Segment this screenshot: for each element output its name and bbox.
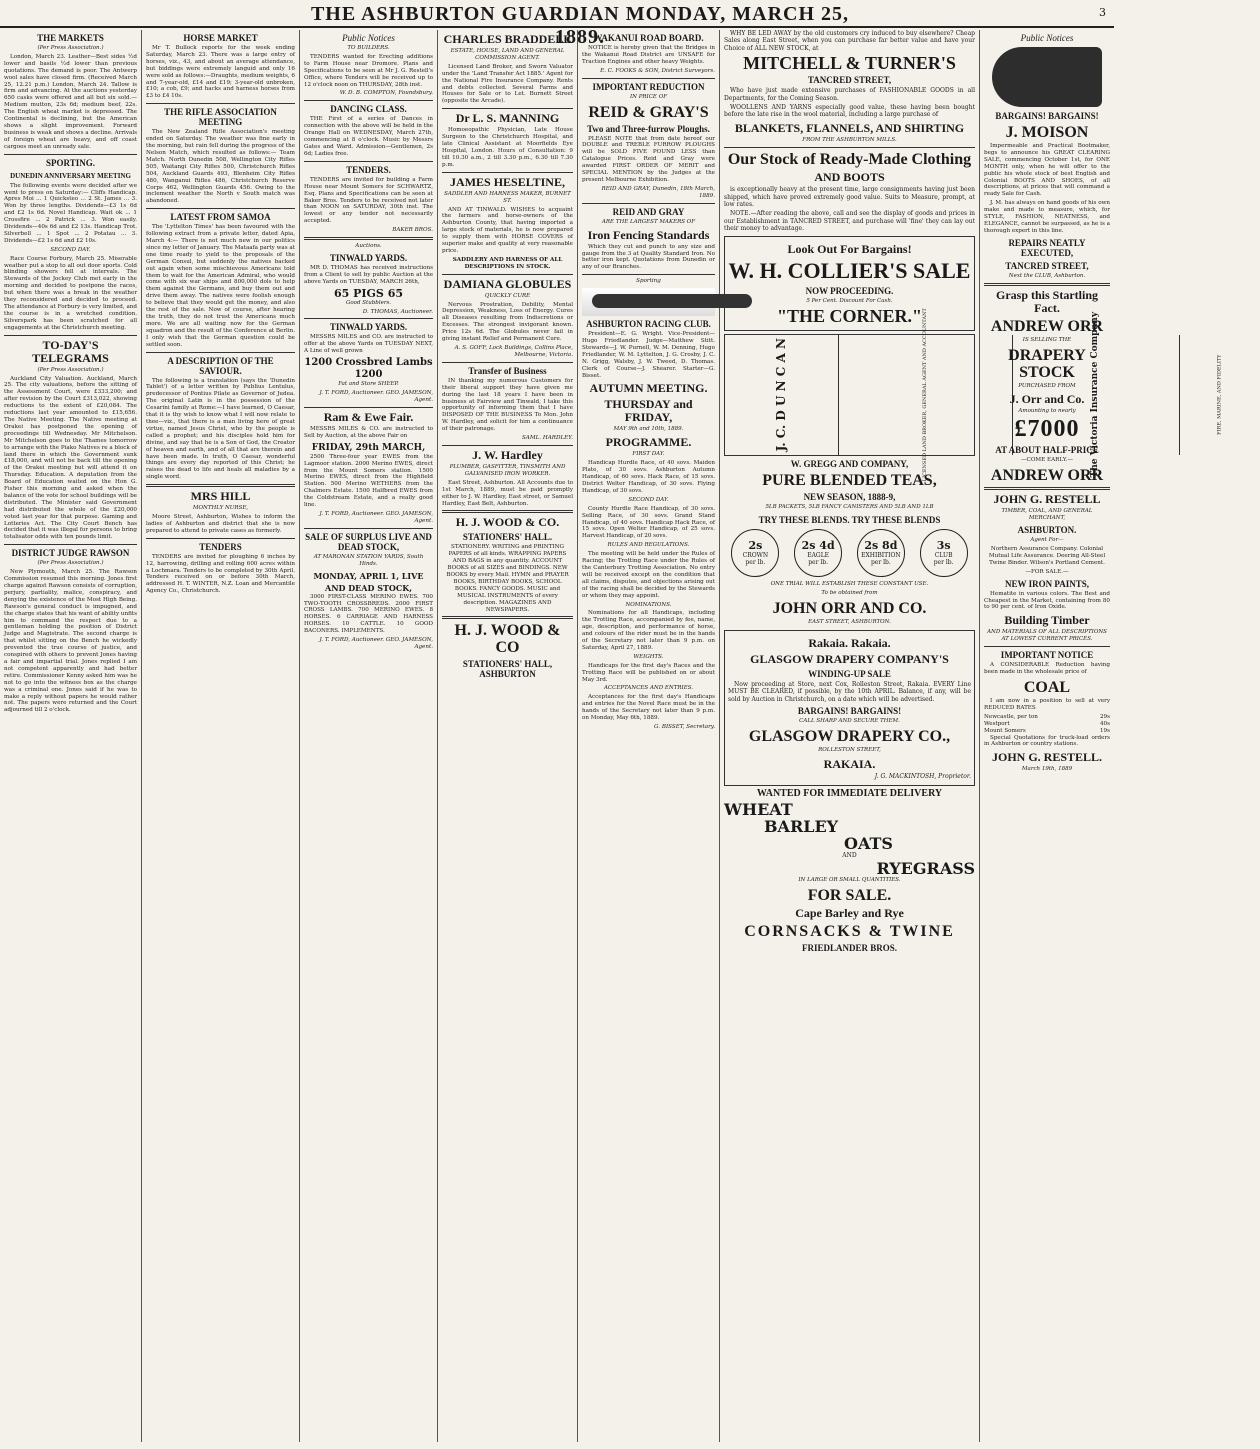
acceptances-signature: G. BISSET, Secretary. [654,724,715,730]
mt-intro: WHY BE LED AWAY by the old customers cry induced to buy elsewhere? Cheap Sales along East Street, when you can purchase far better value and have your Choice of ALL NEW STOCK, at [724,30,975,52]
column-4 [438,30,578,1442]
racing-heading: ASHBURTON RACING CLUB. [586,319,711,330]
gregg-packets: 5LB PACKETS, 5LB FANCY CANISTERS AND 5LB AND 1LB [765,504,934,511]
tinwald2-body: MESSRS MILES and CO. are instructed to offer at the above Yards on TUESDAY NEXT, A Line of well grown [304,334,433,355]
jcd-rotated: J. C. D U N C A N [773,338,788,452]
blankets-heading: BLANKETS, FLANNELS, AND SHIRTING [734,120,965,135]
heseltine-sub: SADDLER AND HARNESS MAKER, BURNET ST. [444,190,571,204]
dunedin-body: The following events were decided after we went to press on Saturday:— Cliffs Handicap. Apres Moi ... 1 Quicksteo ... 2 St. James ... 3. Won by three lengths. Dividends—£3 1s 6d and £2 1s 6d. Novel Handicap. Wait ok ... 1 Crossfire ... 2 Patrick ... 3. Won easily. Dividends—40s 6d and £2 13s. Handicap Trot. Silverbell ... 1 Spot ... 2 Potatau ... 3. Dividends—£2 1s 6d and £2 10s. [4,182,137,244]
ram-body: MESSRS MILES & CO. are instructed to Sell by Auction, at the above Fair on [304,425,433,439]
judge-heading: DISTRICT JUDGE RAWSON [11,548,130,559]
heseltine-heading: JAMES HESELTINE, [450,174,565,189]
dunedin-heading: DUNEDIN ANNIVERSARY MEETING [10,171,131,180]
heseltine-foot: SADDLERY AND HARNESS OF ALL DESCRIPTIONS IN STOCK. [452,256,563,270]
iron-sub: ARE THE LARGEST MAKERS OF [601,218,696,225]
damiana-heading: DAMIANA GLOBULES [443,276,572,291]
manning-heading: Dr L. S. MANNING [455,111,560,126]
surplus-sub: AT MARONAN STATION YARDS, South Hinds. [313,553,424,567]
masthead-title: THE ASHBURTON GUARDIAN MONDAY, MARCH 25, 1889. [310,3,850,48]
restell-town: ASHBURTON. [1017,525,1077,536]
glasgow-call: CALL SHARP AND SECURE THEM. [799,717,900,724]
judge-body: New Plymouth, March 25. The Rawson Commission resumed this morning. Jones first charge against Rawson consists of corruption, perjury, partiality, malice, conspiracy, and denying the existence of the Most High Being. Rawson's general conduct is impugned, and the charge states that his want of ability unfits him to command the respect due to a gentleman holding the position of District Judge and Magistrate. The second charge is that whilst sitting on the Bench he wickedly prevented the true course of justice, and conspired with others to prevent Jones having a fair and impartial trial. Jones replied I am not competent apparently and had better retire. Commissioner Kenny asked him was he not to go into the witness box as the charge was a criminal one. Jones said if he was to make a reply without papers he would rather not. The papers were returned and the Court adjourned till 2 o'clock. [4,569,137,714]
saviour-body: The following is a translation (says the 'Dunedin Tablet') of a letter written by Publius Lentulus, predecessor of Pontius Pilate as Governor of Judea. The original Latin is in the possession of the Cesarini family at Rome:—I have learned, O Caesar, that it is thy wish to know what I will now relate to thee—viz., that there is a man living here of great virtue, named Jesus Christ, who by the people is called a prophet; and his disciples hold him for divine, and say that he is a Son of God, the Creator of heaven and earth, and of all that are therein and have been made. In truth, O Caesar, wonderful things are every day reported of this Christ; he raises the dead to life and heals all maladies by a single word. [146,377,295,481]
dancing-body: THE First of a series of Dances in connection with the above will be held in the Orange Hall on WEDNESDAY, March 27th, commencing at 8 o'clock. Music by Messrs Gates and Ward. Admission—Gentlemen, 2s 6d; Ladies free. [304,116,433,157]
glasgow-sub: WINDING-UP SALE [808,668,891,679]
tea-badge: 2s 8d EXHIBITION per lb. [857,529,905,577]
forsale-heading: FOR SALE. [807,886,892,904]
reduction-sub: IN PRICE OF [629,93,668,100]
restell-signature: JOHN G. RESTELL. [991,750,1103,765]
transfer-signature: SAML. HARDLEY. [521,435,573,442]
reid-sub: Two and Three-furrow Ploughs. [587,123,710,134]
transfer-body: IN thanking my numerous Customers for their liberal support they have given me during the last 18 years I have been in business at Fairview and Tinwald, I take this opportunity of informing them that I have DISPOSED OF THE BUSINESS To Mon. John W. Hardley, and solicit for him a continuance of their patronage. [442,377,573,433]
programme-heading: PROGRAMME. [605,435,692,450]
wood-foot-sub: STATIONERS' HALL, ASHBURTON [462,659,553,680]
mt-body: Who have just made extensive purchases of FASHIONABLE GOODS in all Departments, for the Coming Season. [724,87,975,102]
collier-sub: NOW PROCEEDING. [805,285,894,296]
friedlander-line: FRIEDLANDER BROS. [801,942,897,953]
dancing-heading: DANCING CLASS. [330,104,407,115]
saviour-heading: A DESCRIPTION OF THE SAVIOUR. [167,355,274,376]
programme-day1: FIRST DAY. [632,451,665,458]
nominations-heading: NOMINATIONS. [625,601,672,608]
tinwald1-heading: TINWALD YARDS. [329,252,408,263]
collier-look: Look Out For Bargains! [787,241,912,256]
mt-heading: MITCHELL & TURNER'S [743,53,956,74]
damiana-body: Nervous Prostration, Debility, Mental Depression, Weakness, Loss of Energy. Cures all Diseases resulting from Indiscretions or Excesses. The strongest invigorant known. Price 12s 6d. The Globules never fail in giving instant Relief and Permanent Cure. [442,301,573,343]
judge-source: (Per Press Association.) [37,560,104,567]
rifle-body: The New Zealand Rifle Association's meeting ended on Saturday. The weather was fine early in the morning, but rain fell during the progress of the Nelson Match, which resulted as follows:— Team Match. North Dunedin 508, Wellington City Rifles 505, Waitangi City Rifles 500, Christchurch Rifles 504, Auckland Guards 493, Blenheim City Rifles 480, Wanganui Rifles 486, Christchurch Reserve Corps 462, Wellington Guards 456. Owing to the inclement weather the North v South match was abandoned. [146,129,295,205]
purchased-line: PURCHASED FROM [1018,382,1076,389]
weights-body: Handicaps for the first day's Races and the Trotting Race will be published on or about May 3rd. [582,662,715,683]
reid-heading: REID & GRAY'S [588,103,709,121]
page-number: 3 [1099,6,1106,19]
tinwald1-body: MR D. THOMAS has received instructions from a Client to sell by public Auction at the above Yards on TUESDAY, MARCH 26th, [304,264,433,285]
victoria-rotated: The Victoria Insurance Company [1090,312,1101,478]
tea-badge: 2s 4d EAGLE per lb. [794,529,842,577]
column-1 [0,30,142,1442]
acceptances-body: Acceptances for the first day's Handicaps and entries for the Novel Race must be in the hands of the Secretary not later than 9 p.m. on Monday, May 6th, 1889. [582,694,715,722]
rules-body: The meeting will be held under the Rules of Racing; the Trotting Race under the Rules of the Canterbury Trotting Association. No entry will be received except on the condition that all claims, disputes, and objections arising out of the racing shall be decided by the Stewards or whom they may appoint. [582,551,715,599]
autumn-dates-sub: MAY 9th and 10th, 1889. [613,426,684,433]
nurse-heading: MRS HILL [190,489,251,504]
clothing-heading: Our Stock of Ready-Made Clothing [727,151,972,169]
surplus-heading: SALE OF SURPLUS LIVE AND DEAD STOCK, [305,531,432,552]
grasp-heading: Grasp this Startling Fact. [995,287,1098,315]
restell-date: March 19th, 1889 [1021,766,1073,773]
reid-body: PLEASE NOTE that from date hereof our DOUBLE and TREBLE FURROW PLOUGHS will be SOLD FIVE POUND LESS than Catalogue Prices. Reid and Gray were awarded FIRST ORDER OF MERIT and SPECIAL MENTION by the Judges at the present Melbourne Exhibition. [582,135,715,183]
ram-date: FRIDAY, 29th MARCH, [311,442,426,453]
bargains-heading: BARGAINS! BARGAINS! [995,111,1099,121]
tea-badge: 2s CROWN per lb. [731,529,779,577]
agent-label: Agent For— [1030,537,1064,544]
notices-heading: Public Notices [342,33,395,43]
glasgow-street: ROLLESTON STREET, [818,747,881,754]
surplus-list: 3000 FIRST-CLASS MERINO EWES. 700 TWO-TOOTH CROSSBREDS. 2000 FIRST CROSS LAMBS. 700 MERINO EWES. 8 HORSES. 6 CARRIAGE AND HARNESS HORSES. 10 CATTLE. 10 GOOD BACONERS. IMPLEMENTS. [304,593,433,635]
selling-line: IS SELLING THE [1022,336,1072,343]
tenders1-signature: W. D. B. COMPTON, Foundsbury. [339,90,433,97]
tea-badges [724,529,975,577]
hardley-sub: PLUMBER, GASFITTER, TINSMITH AND GALVANISED IRON WORKER. [449,463,566,477]
drapery-heading: DRAPERY STOCK [1008,346,1086,381]
second-day-body: Race Course Forbury, March 25. Miserable weather put a stop to all out door sports. Cold blinding showers fell at intervals. The Stewards of the Jockey Club met early in the morning and decided to postpone the races, but when there was a break in the weather they reconsidered and decided to proceed. The attendance at Forbury is very limited, and the course is in a wretched condition. Silverspark has been scratched for all engagements at the Christchurch meeting. [4,255,137,331]
column-3 [300,30,438,1442]
iron-heading: REID AND GRAY [612,206,685,217]
horse-heading: HORSE MARKET [183,33,258,43]
coal-price-row: Westport 40s [984,720,1110,727]
nurse-body: Moore Street, Ashburton, Wishes to inform the ladies of Ashburton and district that she is now prepared to attend to private cases as formerly. [146,514,295,534]
surplus-signature: J. T. FORD, Auctioneer. GEO. JAMESON, Agent. [319,637,433,650]
tenders2-signature: BAKER BROS. [392,227,433,234]
braddell-sub: ESTATE, HOUSE, LAND AND GENERAL COMMISSION AGENT. [450,48,565,61]
reid-signature: REID AND GRAY, Dunedin, 18th March, 1889. [601,185,715,199]
amounting-line: Amounting to nearly [1018,407,1076,414]
tenders-body: TENDERS are invited for ploughing 6 inches by 12, harrowing, drilling and rolling 600 acres within a Lochmara. Tenders to be completed by 30th April. Tenders received on or before 30th March, addressed H. T. WINTER, N.Z. Loan and Mercantile Agency Co., Christchurch. [146,553,295,595]
collier-corner: "THE CORNER." [776,306,922,327]
braddell-heading: CHARLES BRADDELL [443,32,572,46]
orr-sub: EAST STREET, ASHBURTON. [808,619,891,626]
clothing-note: NOTE.—After reading the above, call and see the display of goods and prices in our Establishment in TANCRED STREET, and purchase will 'fine' they can lay out their money to advantage. [724,210,975,233]
half-price-line: AT ABOUT HALF-PRICE [995,445,1099,456]
barley-line: BARLEY [764,817,839,837]
ram-list: 2500 Three-four year EWES from the Lagmoor station. 2000 Merino EWES, direct from the Mount Somers station. 1500 Merino EWES, direct from the Highfield Station. 500 Merino WETHERS from the Chalmers Estate. 1500 Halfbred EWES from the Coldstream Estate, and a really good line. [304,453,433,509]
reduction-heading: IMPORTANT REDUCTION [592,81,705,92]
notice-heading: IMPORTANT NOTICE [1000,650,1094,661]
hardley-heading: J. W. Hardley [472,447,543,462]
telegrams-heading: TO-DAY'S TELEGRAMS [32,337,109,365]
gregg-try: TRY THESE BLENDS. TRY THESE BLENDS [758,514,941,525]
tancred-line: TANCRED STREET, [1005,260,1089,271]
wanted-heading: WANTED FOR IMMEDIATE DELIVERY [756,788,943,800]
andrew-orr-2: ANDREW ORR [990,467,1104,485]
orr-heading: JOHN ORR AND CO. [772,600,927,618]
moison-body: Impermeable and Practical Bootmaker, begs to announce his GREAT CLEARING SALE, commencing October 1st, for ONE MONTH only, when he will offer to the public his whole stock of best English and Colonial BOOTS AND SHOES, of all descriptions, at prices that will command a ready Sale for Cash. [984,143,1110,198]
wood-foot: H. J. WOOD & CO [454,622,561,657]
paints-heading: NEW IRON PAINTS, [1005,578,1089,589]
racehorse-illustration [582,288,715,316]
tea-badge: 3s CLUB per lb. [920,529,968,577]
boot-icon [992,47,1102,107]
quantities-line: IN LARGE OR SMALL QUANTITIES. [798,876,901,883]
transfer-heading: Transfer of Business [468,365,547,376]
sporting-heading: SPORTING. [46,157,95,168]
weights-heading: WEIGHTS. [633,653,664,660]
tenders2-body: TENDERS are invited for building a Farm House near Mount Somers for SCHWARTZ, Esq. Plans and Specifications can be seen at Baker Bros. Tenders to be received not later than NOON on SATURDAY, 30th inst. The lowest or any tender not necessarily accepted. [304,176,433,225]
glasgow-body: Now proceeding at Store, next Cox, Rolleston Street, Rakaia. EVERY Line MUST BE CLEARED, if possible, by the 10th APRIL. Balance, if any, will be sold by Auction in Christchurch, on a date which will be advertised. [728,680,971,703]
glasgow-signature: J. G. MACKINTOSH, Proprietor. [874,772,971,780]
damiana-signature: A. S. GOFF, Lock Buildings, Collins Place, Melbourne, Victoria. [454,345,573,358]
wood-sub: STATIONERS' HALL. [462,532,553,543]
timber-heading: Building Timber [1004,613,1090,628]
markets-source: (Per Press Association.) [37,45,104,51]
tinwald2-signature: J. T. FORD, Auctioneer. GEO. JAMESON, Agent. [319,390,433,403]
oats-line: OATS [844,834,893,854]
ram-heading: Ram & Ewe Fair. [323,409,414,424]
gregg-sub: NEW SEASON, 1888-9, [803,492,896,503]
lambs-line: 1200 Crossbred Lambs 1200 [304,357,433,381]
gregg-heading: W. GREGG AND COMPANY, [790,459,909,470]
mills-sub: FROM THE ASHBURTON MILLS. [802,136,897,143]
glasgow-name: GLASGOW DRAPERY CO., [748,728,951,746]
victoria-rotated-sub: FIRE, MARINE, AND FIDELITY [1216,354,1223,436]
glasgow-town: RAKAIA. [823,756,876,771]
come-early-line: —COME EARLY.— [1020,457,1074,464]
collier-ad [724,236,975,331]
column-5 [578,30,720,1442]
agent-list: Northern Assurance Company. Colonial Mutual Life Assurance. Deering All-Steel Twine Binder. Wilson's Portland Cement. [988,546,1106,566]
tinwald1-signature: D. THOMAS, Auctioneer. [362,308,433,315]
woollens-body: WOOLLENS AND YARNS especially good value, these having been bought before the late rise in the wool material, including a large purchase of [724,104,975,119]
lambs-sub: Fat and Store SHEEP. [338,381,399,388]
forsale-label: —FOR SALE.— [1025,568,1069,575]
heseltine-body: AND AT TINWALD. WISHES to acquaint the farmers and horse-owners of the Ashburton County, that having imported a large stock of materials, he is now prepared to supply them with HORSE COVERS of superior make and quality at very reasonable price. [442,206,573,254]
autumn-heading: AUTUMN MEETING. [589,381,708,396]
acceptances-heading: ACCEPTANCES AND ENTRIES. [603,685,694,692]
jcd-rotated-sub: LICENSED LAND BROKER, GENERAL AGENT AND ACCOUNTANT [922,308,929,482]
samoa-heading: LATEST FROM SAMOA [170,212,271,223]
manning-body: Homoeopathic Physician, Late House Surgeon to the Christchurch Hospital, and late Clinical Assistant at Moorfields Eye Hospital, London. Hours of Consultation: 9 till 10.30 a.m., 2 till 3.30 p.m., 6.30 till 7.30 p.m. [442,127,573,168]
column-7 [980,30,1114,1442]
gregg-obtained: To be obtained from [821,589,878,596]
collier-discount: 5 Per Cent. Discount For Cash. [806,297,893,304]
gregg-title: PURE BLENDED TEAS, [762,472,937,490]
hardley-body: East Street, Ashburton. All Accounts due to 1st March, 1889, must be paid promptly either to J. W. Hardley, East street, or Samuel Hardley, East Belt, Ashburton. [442,479,573,507]
wood-heading: H. J. WOOD & CO. [455,515,560,530]
coal-price-list [984,714,1110,735]
horse-body: Mr T. Bullock reports for the week ending Saturday, March 23. There was a large entry of horses, viz., 43, and about an average attendance, but biddings were extremely languid and only 16 were sold as follows:—Draughts, medium weights, 6 and 7-year-old, £14 and £19; 3-year-old unbroken, £10; a cob, £9; and hacks and harness horses from £3 to £4 10s. [146,45,295,100]
wood-list: STATIONERY. WRITING and PRINTING PAPERS of all kinds. WRAPPING PAPERS AND BAGS in any quantity. ACCOUNT BOOKS of all SIZES and BINDINGS. NEW BOOKS by every Mail. HYMN and PRAYER BOOKS, BIRTHDAY BOOKS, SCHOOL BOOKS. FANCY GOODS. MUSIC and MUSICAL INSTRUMENTS of every description. MAGAZINES AND NEWSPAPERS. [446,544,569,613]
ram-signature: J. T. FORD, Auctioneer. GEO. JAMESON, Agent. [319,510,433,524]
paints-body: Hematite in various colors. The Best and Cheapest in the Market, containing from 80 to 90 per cent. of Iron Oxide. [984,590,1110,611]
surplus-date: MONDAY, APRIL 1, LIVE AND DEAD STOCK, [313,570,424,593]
tenders1-body: TENDERS wanted for Erecting additions to Farm House near Dromore. Plans and Specifications to be seen at Mr J. G. Restell's Office, where Tenders will be received up to 12 o'clock noon on THURSDAY, 28th inst. [304,53,433,88]
moison-note: J. M. has always on hand goods of his own make and made to measure, which, for STYLE, FASHION, NEATNESS, and ELEGANCE, cannot be surpassed, as he is a thorough expert in this line. [984,200,1110,234]
tenders2-heading: TENDERS. [346,164,391,175]
tenders-heading: TENDERS [199,541,242,552]
clothing-body: is exceptionally heavy at the present time, large consignments having just been shipped, which have proved extremely good value. Suits to Measure, prompt, at low rates. [724,186,975,209]
repairs-line: REPAIRS NEATLY EXECUTED, [1008,237,1086,258]
second-day-heading: SECOND DAY. [50,246,91,253]
telegrams-body: Auckland City Valuation. Auckland, March 25. The city valuations, before the sitting of the Assessment Court, were £333,200; and after revision by the Court £313,022, showing reductions to the extent of £20,084. The reductions last year amounted to £15,656. The Native Meeting. The Native meeting at Orakei has postponed the opening of proceedings till Wednesday. Mr Mitchelson. Mr Mitchelson goes to the Thames tomorrow to arrange with the Piako Natives re a block of land there in which the Government sunk £18,000, and will not be back till the opening of the Orakei meeting but will attend it on Thursday. Education. A deputation from the Board of Education waited on the Hon G. Fisher this morning and asked when the balance of the vote for school buildings will be distributed. The Minister said Government had distributed the whole of the £20,000 voted last year for that purpose. Gaming and Lotteries Act. The City Court Bench has decided that it was illegal for persons to bring totalisator odds with ten pounds limit. [4,375,137,541]
mt-sub: TANCRED STREET, [807,75,892,86]
autumn-dates: THURSDAY and FRIDAY, [604,397,693,425]
braddell-body: Licensed Land Broker, and Sworn Valuator under the 'Land Transfer Act 1885.' Agent for the National Fire Insurance Company. Rents and debts collected. Several Farms and Houses for Sale or to Let. Burnett Street (opposite the Arcade). [442,63,573,105]
coal-price-row: Newcastle, per ton 29s [984,713,1110,720]
markets-body: London, March 23. Leather—Best sides ½d lower and basils ½d lower than previous quotations. The demand is poor. The Antwerp wool sales have closed firm. (Received March 25, 12.21 p.m.) London, March 24. Tallow is firm and advancing. At the auctions yesterday 650 casks were offered and all but six sold.—Medium mutton, 23s 6d; medium beef, 22s. The English wheat market is depressed. The Continental is declining, but the American shows a slight improvement. Forward business is weak and shows a decline. Arrivals of foreign wheat are heavy, and off coast cargoes meet an unready sale. [4,53,137,150]
iron-title: Iron Fencing Standards [587,227,710,242]
cornsacks-line: CORNSACKS & TWINE [744,922,955,940]
tinwald2-heading: TINWALD YARDS. [329,322,408,333]
collier-heading: W. H. COLLIER'S SALE [728,257,971,283]
racing-body: President—E. G. Wright. Vice-President—Hugo Friedlander. Judge—Matthew Stitt. Stewards—J. W. Purnell, W. M. Denning, Hugo Friedlander, W. M. Lyttelton, J. G. Crosby, J. C. N. Grigg, Walsby, J. W. Tweed, D. Thomas. Clerk of Course—J. Shearer. Starter—G. Bisset. [582,331,715,379]
andrew-orr-1: ANDREW ORR [990,317,1104,335]
quotations-line: Special Quotations for truck-load orders in Ashburton or country stations. [984,734,1110,748]
cape-line: Cape Barley and Rye [795,905,904,920]
pigs-sub: Good Stubblers. [345,299,392,306]
materials-line: AND MATERIALS OF ALL DESCRIPTIONS AT LOWEST CURRENT PRICES. [987,629,1107,643]
damiana-sub: QUICKLY CURE [484,292,531,299]
next-club: Next the CLUB, Ashburton. [1008,272,1086,279]
programme-body1: Handicap Hurdle Race, of 40 sovs. Maiden Plate, of 30 sovs. Ashburton Autumn Handicap, of 60 sovs. Hack Race, of 15 sovs. District Welter Handicap, of 30 sovs. Flying Handicap, of 30 sovs. [582,460,715,494]
telegrams-source: (Per Press Association.) [37,366,104,373]
nurse-sub: MONTHLY NURSE, [192,505,249,512]
programme-body2: County Hurdle Race Handicap, of 30 sovs. Selling Race, of 30 sovs. Grand Stand Handicap, of 40 sovs. Handicap Hack Race, of 15 sovs. Open Welter Handicap, of 25 sovs. Harvest Handicap, of 20 sovs. [582,505,715,540]
rakaia-heading: Rakaia. Rakaia. [808,635,891,650]
coal-heading: COAL [1023,679,1071,696]
restell-sub: TIMBER, COAL, AND GENERAL MERCHANT, [1001,508,1093,522]
wheat-line: WHEAT [724,800,793,820]
ryegrass-line: RYEGRASS [876,858,975,878]
tenders1-heading: TO BUILDERS. [347,45,390,51]
sporting-label: Sporting [636,278,661,285]
wakanui-signature: E. C. FOOKS & SON, District Surveyors. [600,67,715,74]
and-line: AND [842,852,857,860]
programme-day2: SECOND DAY. [628,496,669,503]
clothing-sub: AND BOOTS [814,170,885,185]
rules-heading: RULES AND REGULATIONS. [607,542,690,549]
wakanui-body: NOTICE is hereby given that the Bridges in the Wakanui Road District are UNSAFE for Traction Engines and other heavy Weights. [582,45,715,65]
restell-heading: JOHN G. RESTELL [993,492,1101,507]
wakanui-heading: WAKANUI ROAD BOARD. [593,33,704,43]
gregg-trial: ONE TRIAL WILL ESTABLISH THESE CONSTANT USE. [770,580,929,587]
amount-line: £7000 [1014,416,1080,443]
pigs-line: 65 PIGS 65 [333,286,404,300]
column-2 [142,30,300,1442]
iron-body: Which they cut and punch to any size and gauge from the 3 at Quality Standard Iron. No better iron kept. Quotations from Dunedin or any of our Branches. [582,243,715,271]
markets-heading: THE MARKETS [37,33,104,43]
coal-body: I am now in a position to sell at very REDUCED RATES [984,698,1110,711]
jorr-line: J. Orr and Co. [1009,391,1085,406]
coal-intro: A CONSIDERABLE Reduction having been made in the wholesale price of [984,662,1110,676]
coal-price-row: Mount Somers 19s [984,727,1110,734]
glasgow-bargains: BARGAINS! BARGAINS! [797,705,902,716]
moison-heading: J. MOISON [1005,124,1089,141]
glasgow-heading: GLASGOW DRAPERY COMPANY'S [750,651,949,666]
notices-heading: Public Notices [1020,33,1074,43]
samoa-body: The 'Lyttelton Times' has been favoured with the following extract from a private letter, dated Apia, March 4:— There is not much new in our politics since my letter of January. The Mataafa party was at one time ready to yield to the proposals of the German Consul, but suddenly the natives backed out again when some mischievous Americans told them to wait for the American Admiral, who would come with six war ships and 800,000 dols to help them against the Germans, and buy them out and drive them away. The natives were foolish enough to believe that they would get the money, and also the rest of the sale. Now of course, after hearing the truth, they do not trust the Americans much more. We are all waiting now for the German squadron and the result of the Conference at Berlin. I only wish that the German question could be settled soon. [146,224,295,348]
glasgow-ad [724,630,975,786]
nominations-body: Nominations for all Handicaps, including the Trotting Race, accompanied by fee, name, age, description, and performance of horse, and colours of the rider must be in the hands of the Secretary not later than 9 p.m. on Saturday, April 27, 1889. [582,610,715,651]
rifle-heading: THE RIFLE ASSOCIATION MEETING [164,107,277,128]
auctions-label: Auctions. [355,243,382,250]
